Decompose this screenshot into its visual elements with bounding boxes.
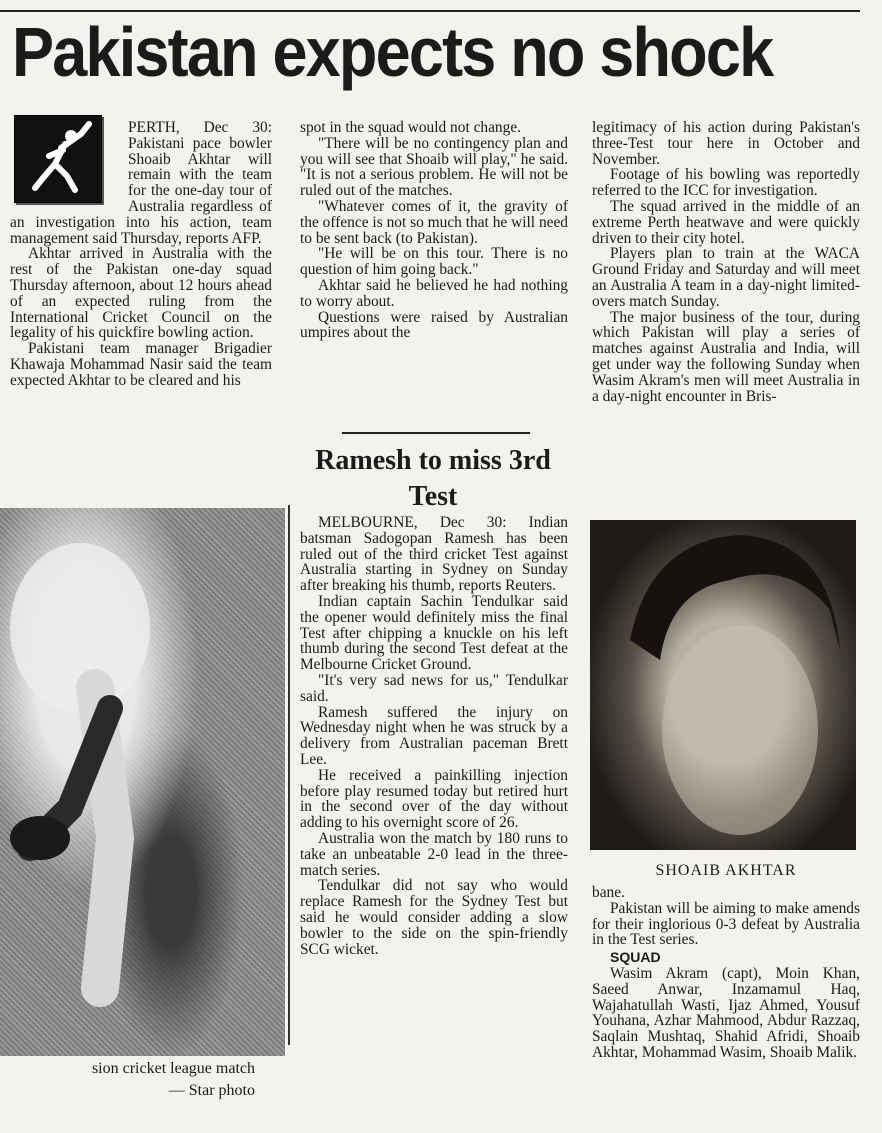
story2-para: Ramesh suffered the injury on Wednesday night when he was struck by a delivery from Australian paceman Brett Lee. <box>300 703 568 768</box>
column-rule <box>288 505 290 1045</box>
story1-column-3-continued <box>592 885 860 1061</box>
squad-heading: SQUAD <box>610 949 661 966</box>
story1-column-3 <box>592 120 860 404</box>
page-headline: Pakistan expects no shock <box>12 13 773 91</box>
story1-para: bane. <box>592 884 625 901</box>
story1-para: legitimacy of his action during Pakistan's three-Test tour here in October and November. <box>592 119 860 168</box>
story2-para: He received a painkilling injection before play resumed today but retired hurt in the second over of the day without adding to his overnight score of 26. <box>300 766 568 832</box>
story1-para: Questions were raised by Australian umpires about the <box>300 308 568 342</box>
story1-para: "Whatever comes of it, the gravity of the offence is not so much that he will need to be sent back (to Pakistan). <box>300 197 568 247</box>
story2-para: Indian captain Sachin Tendulkar said the opener would definitely miss the final Test after chipping a knuckle on his left thumb during the second Test defeat at the Melbourne Cricket Ground. <box>300 592 568 674</box>
story1-para: Footage of his bowling was reportedly referred to the ICC for investigation. <box>592 166 860 200</box>
story2-para: MELBOURNE, Dec 30: Indian batsman Sadogopan Ramesh has been ruled out of the third cricket Test against Australia starting in Sydney on Sunday after breaking his thumb, reports Reuters. <box>300 514 568 595</box>
story1-para: "He will be on this tour. There is no question of him going back." <box>300 245 568 279</box>
story1-para: The squad arrived in the middle of an extreme Perth heatwave and were quickly driven to their city hotel. <box>592 197 860 247</box>
caption-line: sion cricket league match <box>91 1060 255 1077</box>
story1-para: Akhtar said he believed he had nothing to worry about. <box>300 276 568 310</box>
story2-para: Australia won the match by 180 runs to take an unbeatable 2-0 lead in the three-match series. <box>300 829 568 879</box>
cricket-bowler-icon <box>14 115 102 203</box>
story1-para: spot in the squad would not change. <box>300 119 521 136</box>
story1-para: "There will be no contingency plan and you will see that Shoaib will play," he said. "It is not a serious problem. He will not be ruled out of the matches. <box>300 134 568 200</box>
photo-credit: — Star photo <box>168 1082 255 1099</box>
story1-para: Pakistan will be aiming to make amends for their inglorious 0-3 defeat by Australia in the Test series. <box>592 899 860 949</box>
story1-para: Akhtar arrived in Australia with the rest of the Pakistan one-day squad Thursday afternoon, about 12 hours ahead of an expected ruling from the International Cricket Council on the legality of his quickfire bowling action. <box>10 245 272 342</box>
squad-list: Wasim Akram (capt), Moin Khan, Saeed Anwar, Inzamamul Haq, Wajahatullah Wasti, Ijaz Ahmed, Yousuf Youhana, Azhar Mahmood, Abdur Razzaq, Saqlain Mushtaq, Shahid Afridi, Shoaib Akhtar, Mohammad Wasim, Shoaib Malik. <box>592 964 860 1061</box>
story2-body <box>300 515 568 957</box>
story1-para: PERTH, Dec 30: Pakistani pace bowler Shoaib Akhtar will remain with the team for the one-day tour of Australia regardless of an investigation into his action, team management said Thursday, reports AFP. <box>10 119 272 247</box>
story1-column-2 <box>300 120 568 341</box>
story2-para: Tendulkar did not say who would replace Ramesh for the Sydney Test but said he would consider adding a slow bowler to the side on the spin-friendly SCG wicket. <box>300 877 568 958</box>
bowling-photo-caption <box>0 1058 255 1102</box>
story2-para: "It's very sad news for us," Tendulkar said. <box>300 671 568 705</box>
story-divider <box>342 432 530 434</box>
bowling-photo <box>0 508 285 1056</box>
story1-para: The major business of the tour, during which Pakistan will play a series of matches against Australia and India, will get under way the following Sunday when Wasim Akram's men will meet Australia in a day-night encounter in Bris- <box>592 308 860 405</box>
portrait-caption: SHOAIB AKHTAR <box>655 862 797 879</box>
portrait-photo <box>590 520 856 850</box>
story1-para: Pakistani team manager Brigadier Khawaja Mohammad Nasir said the team expected Akhtar to be cleared and his <box>10 340 272 389</box>
story2-headline: Ramesh to miss 3rd Test <box>315 445 551 512</box>
story1-column-1 <box>10 120 272 389</box>
story1-para: Players plan to train at the WACA Ground Friday and Saturday and will meet an Australia A team in a day-night limited-overs match Sunday. <box>592 245 860 310</box>
